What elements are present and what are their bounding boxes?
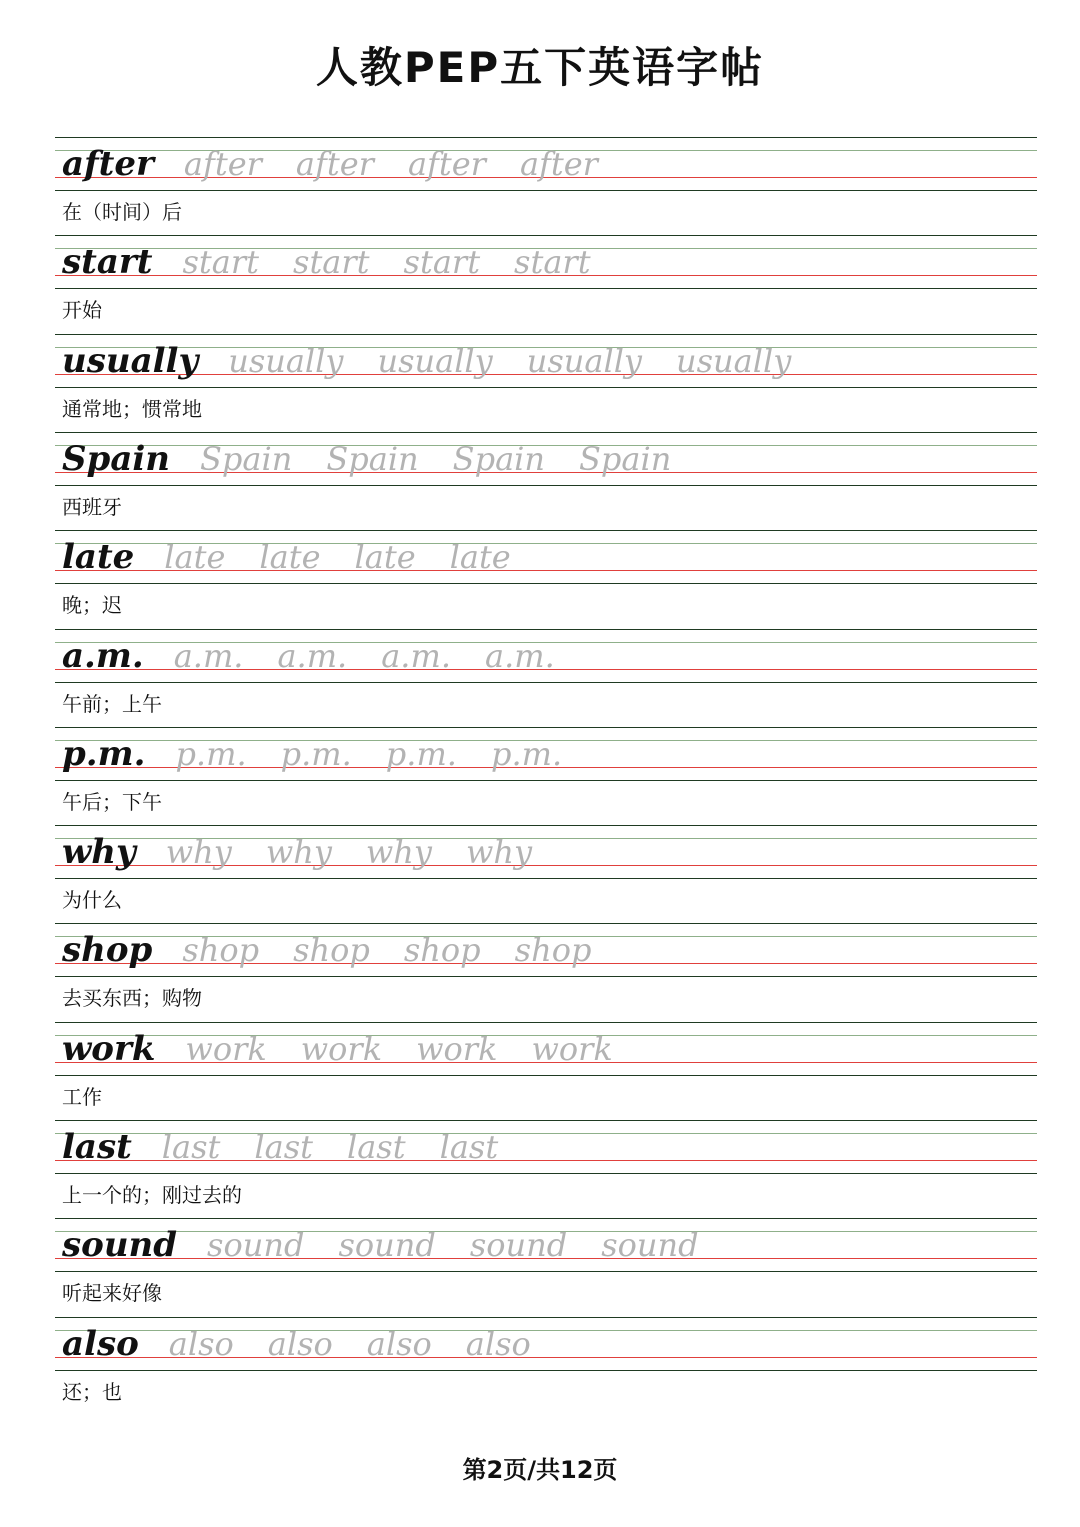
trace-word: sound bbox=[207, 1226, 305, 1265]
guide-line-top bbox=[55, 432, 1037, 433]
word-line bbox=[62, 340, 825, 388]
word-meaning: 午前；上午 bbox=[62, 691, 162, 716]
trace-word: p.m. bbox=[280, 734, 352, 773]
trace-word: work bbox=[531, 1029, 613, 1068]
guide-line-top bbox=[55, 1317, 1037, 1318]
guide-line-top bbox=[55, 1120, 1037, 1121]
guide-line-top bbox=[55, 825, 1037, 826]
trace-word: shop bbox=[514, 931, 592, 970]
practice-row bbox=[0, 334, 1080, 432]
guide-line-top bbox=[55, 334, 1037, 335]
practice-row bbox=[0, 432, 1080, 530]
word-meaning: 西班牙 bbox=[62, 494, 122, 519]
practice-row bbox=[0, 1317, 1080, 1415]
practice-row bbox=[0, 235, 1080, 333]
word-line bbox=[62, 831, 566, 879]
word-meaning: 为什么 bbox=[62, 888, 122, 913]
trace-word: late bbox=[164, 538, 226, 577]
trace-word: Spain bbox=[200, 439, 293, 478]
trace-word: a.m. bbox=[381, 636, 451, 675]
trace-word: p.m. bbox=[385, 734, 457, 773]
word-line bbox=[62, 733, 596, 781]
word-meaning: 开始 bbox=[62, 298, 102, 323]
model-word: last bbox=[62, 1127, 132, 1167]
trace-word: last bbox=[346, 1128, 406, 1166]
trace-word: Spain bbox=[452, 439, 545, 478]
model-word: also bbox=[62, 1323, 139, 1364]
word-meaning: 还；也 bbox=[62, 1379, 122, 1404]
word-meaning: 去买东西；购物 bbox=[62, 986, 202, 1011]
trace-word: a.m. bbox=[484, 636, 555, 675]
trace-word: Spain bbox=[578, 439, 672, 478]
trace-word: last bbox=[439, 1128, 499, 1166]
word-line bbox=[62, 438, 705, 486]
practice-row bbox=[0, 1120, 1080, 1218]
word-meaning: 通常地；惯常地 bbox=[62, 396, 202, 421]
trace-word: why bbox=[165, 833, 232, 872]
trace-word: usually bbox=[676, 341, 792, 380]
word-meaning: 听起来好像 bbox=[62, 1281, 162, 1306]
trace-word: late bbox=[259, 538, 321, 577]
trace-word: late bbox=[354, 538, 416, 577]
trace-word: usually bbox=[228, 341, 344, 380]
practice-row bbox=[0, 923, 1080, 1021]
practice-row bbox=[0, 137, 1080, 235]
word-line bbox=[62, 143, 632, 191]
model-word: Spain bbox=[62, 438, 170, 479]
trace-word: Spain bbox=[326, 439, 419, 478]
model-word: shop bbox=[62, 930, 153, 971]
trace-word: last bbox=[254, 1128, 313, 1166]
trace-word: a.m. bbox=[277, 636, 348, 675]
guide-line-top bbox=[55, 137, 1037, 138]
trace-word: start bbox=[514, 243, 591, 282]
trace-word: after bbox=[295, 145, 374, 183]
trace-word: usually bbox=[526, 341, 642, 380]
trace-word: work bbox=[185, 1029, 267, 1068]
word-line bbox=[62, 1028, 647, 1076]
trace-word: shop bbox=[182, 931, 260, 970]
model-word: start bbox=[62, 242, 153, 283]
model-word: after bbox=[62, 144, 154, 184]
trace-word: after bbox=[183, 145, 262, 183]
word-meaning: 午后；下午 bbox=[62, 789, 162, 814]
word-line bbox=[62, 536, 545, 584]
trace-word: work bbox=[300, 1029, 383, 1068]
trace-word: last bbox=[161, 1128, 221, 1166]
practice-row bbox=[0, 727, 1080, 825]
model-word: work bbox=[62, 1028, 156, 1069]
trace-word: also bbox=[267, 1324, 333, 1363]
trace-word: usually bbox=[377, 341, 493, 380]
guide-line-top bbox=[55, 1218, 1037, 1219]
page-number: 第2页/共12页 bbox=[462, 1456, 618, 1484]
word-meaning: 晚；迟 bbox=[62, 593, 122, 618]
guide-line-top bbox=[55, 923, 1037, 924]
trace-word: why bbox=[465, 833, 533, 872]
practice-row bbox=[0, 825, 1080, 923]
trace-word: why bbox=[365, 833, 432, 872]
guide-line-top bbox=[55, 530, 1037, 531]
trace-word: sound bbox=[338, 1226, 436, 1265]
practice-row bbox=[0, 1218, 1080, 1316]
word-line bbox=[62, 635, 589, 683]
model-word: why bbox=[62, 832, 136, 873]
trace-word: shop bbox=[403, 931, 481, 970]
trace-word: sound bbox=[601, 1226, 699, 1265]
practice-row bbox=[0, 629, 1080, 727]
trace-word: shop bbox=[293, 931, 370, 970]
trace-word: p.m. bbox=[175, 734, 247, 773]
trace-word: why bbox=[265, 833, 332, 872]
trace-word: work bbox=[416, 1029, 498, 1068]
model-word: a.m. bbox=[62, 635, 144, 676]
word-meaning: 上一个的；刚过去的 bbox=[62, 1183, 242, 1207]
word-line bbox=[62, 1323, 565, 1371]
trace-word: also bbox=[366, 1324, 432, 1363]
guide-line-top bbox=[55, 727, 1037, 728]
word-line bbox=[62, 1126, 532, 1174]
guide-line-top bbox=[55, 235, 1037, 236]
trace-word: after bbox=[407, 145, 486, 183]
trace-word: also bbox=[168, 1324, 234, 1363]
practice-row bbox=[0, 1022, 1080, 1120]
page-title: 人教PEP五下英语字帖 bbox=[315, 43, 765, 92]
trace-word: p.m. bbox=[490, 734, 563, 773]
model-word: p.m. bbox=[62, 733, 146, 774]
trace-word: a.m. bbox=[173, 636, 244, 675]
guide-line-top bbox=[55, 1022, 1037, 1023]
word-line bbox=[62, 1224, 733, 1272]
trace-word: start bbox=[182, 243, 260, 282]
guide-line-top bbox=[55, 629, 1037, 630]
word-meaning: 在（时间）后 bbox=[62, 200, 182, 224]
trace-word: also bbox=[465, 1324, 531, 1363]
trace-word: start bbox=[293, 243, 370, 282]
model-word: late bbox=[62, 537, 135, 578]
word-line bbox=[62, 241, 625, 289]
trace-word: sound bbox=[469, 1226, 568, 1265]
trace-word: start bbox=[403, 243, 481, 282]
word-meaning: 工作 bbox=[62, 1084, 102, 1109]
word-line bbox=[62, 929, 625, 977]
trace-word: late bbox=[449, 538, 511, 577]
practice-row bbox=[0, 530, 1080, 628]
model-word: usually bbox=[62, 340, 199, 381]
model-word: sound bbox=[62, 1225, 178, 1266]
trace-word: after bbox=[519, 145, 598, 183]
